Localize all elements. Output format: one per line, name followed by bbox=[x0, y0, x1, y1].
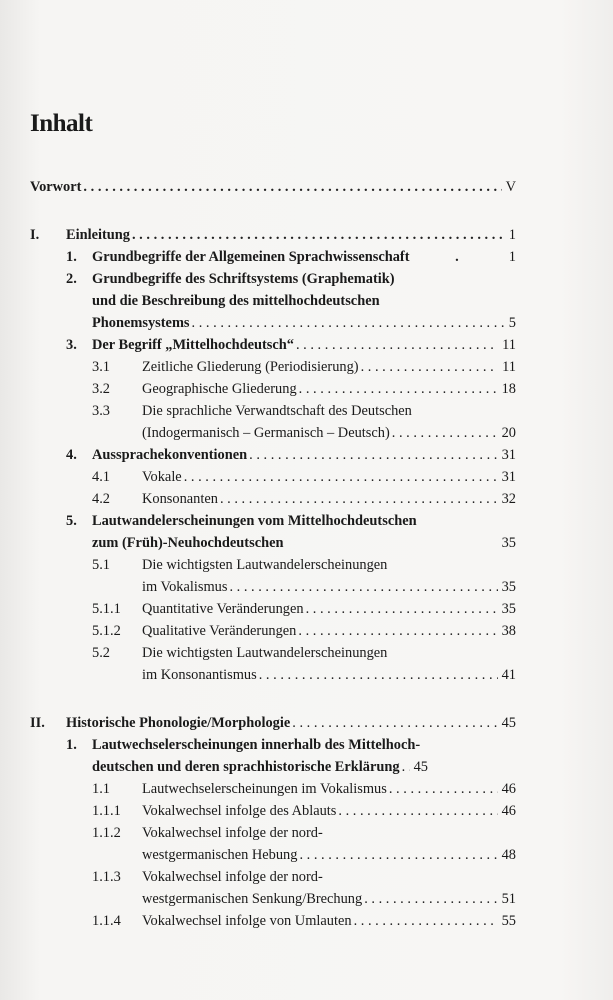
toc-entry-title: Vokalwechsel infolge des Ablauts bbox=[142, 803, 337, 819]
toc-entry-number: 4.1 bbox=[92, 469, 110, 485]
toc-entry-title: Geographische Gliederung bbox=[142, 381, 297, 397]
toc-entry bbox=[0, 598, 613, 620]
toc-entry-number: 5. bbox=[66, 513, 77, 529]
toc-entry-page: 18 bbox=[501, 381, 516, 397]
toc-entry-page: 32 bbox=[501, 491, 516, 507]
toc-entry bbox=[0, 910, 613, 932]
toc-entry-number: 1. bbox=[66, 737, 77, 753]
toc-entry-page: 11 bbox=[502, 337, 516, 353]
toc-entry-number: 3. bbox=[66, 337, 77, 353]
toc-entry-continuation bbox=[0, 312, 613, 334]
toc-entry-continuation bbox=[0, 290, 613, 312]
toc-entry-page: 1 bbox=[508, 249, 516, 265]
toc-entry-page: 5 bbox=[508, 315, 516, 331]
toc-entry-page: 35 bbox=[501, 535, 516, 551]
toc-entry-page: 31 bbox=[501, 447, 516, 463]
toc-entry-title: Historische Phonologie/Morphologie bbox=[66, 715, 291, 731]
toc-entry-number: 1.1.1 bbox=[92, 803, 121, 819]
toc-entry bbox=[0, 800, 613, 822]
toc-entry-number: II. bbox=[30, 715, 45, 731]
toc-entry-page: 31 bbox=[501, 469, 516, 485]
toc-entry-number: 3.1 bbox=[92, 359, 110, 375]
toc-entry bbox=[0, 466, 613, 488]
toc-entry bbox=[0, 356, 613, 378]
toc-entry-number: 4.2 bbox=[92, 491, 110, 507]
toc-entry-number: 1.1.3 bbox=[92, 869, 121, 885]
page-title: Inhalt bbox=[30, 110, 93, 137]
toc-entry-title: Die wichtigsten Lautwandelerscheinungen bbox=[142, 557, 388, 573]
toc-entry bbox=[0, 268, 613, 290]
toc-entry-title: Vorwort bbox=[30, 179, 82, 195]
toc-entry bbox=[0, 866, 613, 888]
toc-entry bbox=[0, 246, 613, 268]
toc-entry bbox=[0, 378, 613, 400]
toc-entry-title: Vokale bbox=[142, 469, 182, 485]
toc-entry-page: V bbox=[505, 179, 516, 195]
toc-entry bbox=[0, 444, 613, 466]
toc-entry-title-line: westgermanischen Senkung/Brechung bbox=[142, 891, 363, 907]
toc-entry-page: 46 bbox=[501, 781, 516, 797]
toc-entry-continuation bbox=[0, 664, 613, 686]
toc-entry-title-line: im Vokalismus bbox=[142, 579, 228, 595]
toc-entry bbox=[0, 510, 613, 532]
toc-entry-number: 1.1 bbox=[92, 781, 110, 797]
toc-entry-title: Qualitative Veränderungen bbox=[142, 623, 297, 639]
toc-entry-title: Lautwandelerscheinungen vom Mittelhochdeutschen bbox=[92, 513, 417, 529]
toc-entry-title: Einleitung bbox=[66, 227, 130, 243]
toc-entry-page: 35 bbox=[501, 601, 516, 617]
toc-entry-page: 20 bbox=[501, 425, 516, 441]
toc-entry-title-line: zum (Früh)-Neuhochdeutschen bbox=[92, 535, 284, 551]
toc-entry bbox=[0, 620, 613, 642]
toc-entry-continuation bbox=[0, 844, 613, 866]
toc-entry-number: 5.2 bbox=[92, 645, 110, 661]
toc-entry-title: Grundbegriffe des Schriftsystems (Graphematik) bbox=[92, 271, 395, 287]
toc-entry-page: 55 bbox=[501, 913, 516, 929]
toc-entry-title: Grundbegriffe der Allgemeinen Sprachwissenschaft bbox=[92, 249, 410, 265]
toc-entry-continuation bbox=[0, 756, 613, 778]
toc-entry bbox=[0, 734, 613, 756]
toc-entry bbox=[0, 334, 613, 356]
toc-entry-page: 45 bbox=[413, 759, 428, 775]
toc-entry-page: 46 bbox=[501, 803, 516, 819]
toc-entry-title: Konsonanten bbox=[142, 491, 218, 507]
toc-entry-title-line: deutschen und deren sprachhistorische Erklärung bbox=[92, 759, 400, 775]
toc-entry-page: 1 bbox=[508, 227, 516, 243]
toc-entry-title: Vokalwechsel infolge der nord- bbox=[142, 825, 323, 841]
toc-entry-title-line: (Indogermanisch – Germanisch – Deutsch) bbox=[142, 425, 390, 441]
toc-entry-title: Der Begriff „Mittelhochdeutsch“ bbox=[92, 337, 294, 353]
toc-entry-continuation bbox=[0, 422, 613, 444]
toc-entry-number: I. bbox=[30, 227, 40, 243]
toc-entry-page: 48 bbox=[501, 847, 516, 863]
toc-entry-page: 51 bbox=[501, 891, 516, 907]
toc-entry bbox=[0, 488, 613, 510]
toc-entry-page: 38 bbox=[501, 623, 516, 639]
toc-entry bbox=[0, 822, 613, 844]
toc-entry-historische-phonologie bbox=[0, 712, 613, 734]
toc-entry-continuation bbox=[0, 888, 613, 910]
toc-entry-page: 35 bbox=[501, 579, 516, 595]
toc-entry-title: Quantitative Veränderungen bbox=[142, 601, 304, 617]
toc-entry-page: 41 bbox=[501, 667, 516, 683]
toc-entry-title: Vokalwechsel infolge der nord- bbox=[142, 869, 323, 885]
toc-entry-number: 4. bbox=[66, 447, 77, 463]
toc-entry-title-line: im Konsonantismus bbox=[142, 667, 257, 683]
toc-entry-title: Die sprachliche Verwandtschaft des Deutschen bbox=[142, 403, 412, 419]
toc-entry-number: 2. bbox=[66, 271, 77, 287]
toc-entry-number: 3.3 bbox=[92, 403, 110, 419]
toc-entry-title: Die wichtigsten Lautwandelerscheinungen bbox=[142, 645, 388, 661]
toc-entry-title: Lautwechselerscheinungen im Vokalismus bbox=[142, 781, 387, 797]
toc-entry-title: Vokalwechsel infolge von Umlauten bbox=[142, 913, 352, 929]
toc-entry-number: 1. bbox=[66, 249, 77, 265]
toc-entry-number: 5.1 bbox=[92, 557, 110, 573]
toc-entry-number: 5.1.2 bbox=[92, 623, 121, 639]
toc-entry-number: 5.1.1 bbox=[92, 601, 121, 617]
toc-entry bbox=[0, 778, 613, 800]
toc-entry-title-line: Phonemsystems bbox=[92, 315, 190, 331]
toc-entry-title: Lautwechselerscheinungen innerhalb des Mittelhoch- bbox=[92, 737, 421, 753]
toc-entry bbox=[0, 554, 613, 576]
toc-entry-page: 45 bbox=[501, 715, 516, 731]
toc-entry-vorwort bbox=[0, 176, 613, 198]
toc-entry-title-line: westgermanischen Hebung bbox=[142, 847, 298, 863]
toc-entry-page: 11 bbox=[502, 359, 516, 375]
toc-entry-continuation bbox=[0, 576, 613, 598]
toc-entry-number: 1.1.2 bbox=[92, 825, 121, 841]
toc-entry-title: Aussprachekonventionen bbox=[92, 447, 248, 463]
toc-entry-einleitung bbox=[0, 224, 613, 246]
toc-entry-continuation bbox=[0, 532, 613, 554]
toc-entry bbox=[0, 642, 613, 664]
toc-entry-number: 1.1.4 bbox=[92, 913, 121, 929]
toc-entry-number: 3.2 bbox=[92, 381, 110, 397]
toc-entry-title: Zeitliche Gliederung (Periodisierung) bbox=[142, 359, 359, 375]
toc-entry bbox=[0, 400, 613, 422]
toc-entry-title-line: und die Beschreibung des mittelhochdeutschen bbox=[92, 293, 380, 309]
